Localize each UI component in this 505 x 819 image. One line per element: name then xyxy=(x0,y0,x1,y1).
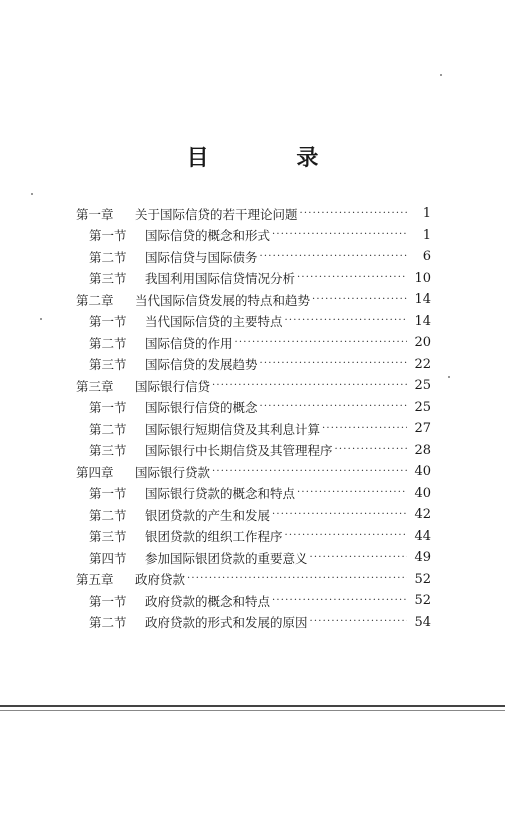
toc-leader-dots xyxy=(235,336,407,350)
toc-leader-dots xyxy=(272,228,407,242)
toc-leader-dots xyxy=(260,400,407,414)
toc-entry-page: 25 xyxy=(414,399,431,415)
toc-entry-number: 第二节 xyxy=(89,615,127,631)
table-of-contents xyxy=(76,203,431,633)
toc-section-entry xyxy=(76,590,431,612)
toc-entry-title: 国际银行贷款的概念和特点 xyxy=(145,486,296,502)
toc-leader-dots xyxy=(310,615,407,629)
toc-entry-title: 政府贷款的形式和发展的原因 xyxy=(145,615,308,631)
page-rule-bottom xyxy=(0,710,505,711)
toc-entry-number: 第二章 xyxy=(76,292,114,308)
toc-section-entry xyxy=(76,246,431,268)
toc-entry-page: 40 xyxy=(414,485,431,501)
page-rule-top xyxy=(0,705,505,707)
toc-leader-dots xyxy=(260,357,407,371)
toc-entry-title: 政府贷款的概念和特点 xyxy=(145,593,271,609)
toc-entry-number: 第二节 xyxy=(89,335,127,351)
toc-entry-page: 49 xyxy=(414,550,431,566)
toc-leader-dots xyxy=(187,572,407,586)
toc-entry-title: 国际信贷的作用 xyxy=(145,335,233,351)
toc-chapter-entry xyxy=(76,461,431,483)
toc-entry-number: 第一节 xyxy=(89,400,127,416)
toc-section-entry xyxy=(76,440,431,462)
toc-entry-number: 第三节 xyxy=(89,443,127,459)
paper-speck xyxy=(448,376,450,378)
toc-leader-dots xyxy=(212,379,407,393)
toc-entry-number: 第二节 xyxy=(89,249,127,265)
toc-section-entry xyxy=(76,612,431,634)
toc-section-entry xyxy=(76,397,431,419)
toc-entry-page: 6 xyxy=(422,249,431,265)
toc-entry-number: 第一章 xyxy=(76,206,114,222)
toc-section-entry xyxy=(76,354,431,376)
toc-entry-page: 10 xyxy=(414,270,431,286)
toc-entry-title: 国际银行信贷的概念 xyxy=(145,400,258,416)
toc-leader-dots xyxy=(212,465,407,479)
toc-entry-page: 25 xyxy=(414,378,431,394)
paper-speck xyxy=(40,318,42,320)
toc-leader-dots xyxy=(310,551,407,565)
paper-speck xyxy=(440,74,442,76)
toc-entry-title: 我国利用国际信贷情况分析 xyxy=(145,271,296,287)
toc-entry-number: 第一节 xyxy=(89,314,127,330)
toc-entry-title: 当代国际信贷发展的特点和趋势 xyxy=(135,292,311,308)
toc-entry-number: 第一节 xyxy=(89,228,127,244)
toc-entry-title: 银团贷款的产生和发展 xyxy=(145,507,271,523)
toc-entry-title: 政府贷款 xyxy=(135,572,186,588)
toc-chapter-entry xyxy=(76,203,431,225)
toc-entry-number: 第五章 xyxy=(76,572,114,588)
toc-entry-number: 第三节 xyxy=(89,357,127,373)
toc-section-entry xyxy=(76,504,431,526)
page-title: 目 录 xyxy=(186,146,359,171)
toc-entry-number: 第一节 xyxy=(89,593,127,609)
toc-entry-page: 52 xyxy=(414,571,431,587)
toc-entry-page: 28 xyxy=(414,442,431,458)
toc-entry-page: 40 xyxy=(414,464,431,480)
toc-section-entry xyxy=(76,483,431,505)
toc-section-entry xyxy=(76,225,431,247)
toc-entry-page: 27 xyxy=(414,421,431,437)
toc-chapter-entry xyxy=(76,569,431,591)
toc-entry-number: 第三节 xyxy=(89,529,127,545)
toc-entry-number: 第三节 xyxy=(89,271,127,287)
toc-entry-title: 国际信贷的概念和形式 xyxy=(145,228,271,244)
toc-entry-page: 52 xyxy=(414,593,431,609)
toc-entry-number: 第四节 xyxy=(89,550,127,566)
toc-entry-page: 22 xyxy=(414,356,431,372)
toc-entry-page: 42 xyxy=(414,507,431,523)
toc-section-entry xyxy=(76,526,431,548)
toc-entry-title: 国际银行短期信贷及其利息计算 xyxy=(145,421,321,437)
toc-leader-dots xyxy=(285,529,407,543)
toc-section-entry xyxy=(76,332,431,354)
paper-speck xyxy=(31,193,33,195)
toc-entry-title: 国际信贷的发展趋势 xyxy=(145,357,258,373)
toc-entry-page: 1 xyxy=(422,227,431,243)
toc-leader-dots xyxy=(335,443,407,457)
toc-entry-title: 国际银行贷款 xyxy=(135,464,211,480)
toc-entry-number: 第一节 xyxy=(89,486,127,502)
toc-entry-page: 20 xyxy=(414,335,431,351)
toc-chapter-entry xyxy=(76,375,431,397)
toc-leader-dots xyxy=(260,250,407,264)
toc-entry-number: 第二节 xyxy=(89,507,127,523)
toc-entry-page: 14 xyxy=(414,292,431,308)
toc-leader-dots xyxy=(322,422,407,436)
toc-section-entry xyxy=(76,547,431,569)
toc-section-entry xyxy=(76,268,431,290)
toc-entry-title: 当代国际信贷的主要特点 xyxy=(145,314,283,330)
toc-entry-number: 第四章 xyxy=(76,464,114,480)
toc-entry-title: 参加国际银团贷款的重要意义 xyxy=(145,550,308,566)
toc-entry-title: 银团贷款的组织工作程序 xyxy=(145,529,283,545)
toc-leader-dots xyxy=(312,293,407,307)
toc-section-entry xyxy=(76,418,431,440)
toc-leader-dots xyxy=(272,594,407,608)
toc-section-entry xyxy=(76,311,431,333)
toc-entry-page: 44 xyxy=(414,528,431,544)
toc-entry-page: 14 xyxy=(414,313,431,329)
toc-entry-number: 第三章 xyxy=(76,378,114,394)
toc-entry-page: 1 xyxy=(422,206,431,222)
toc-entry-title: 关于国际信贷的若干理论问题 xyxy=(135,206,298,222)
toc-entry-number: 第二节 xyxy=(89,421,127,437)
toc-leader-dots xyxy=(297,486,407,500)
toc-entry-title: 国际银行中长期信贷及其管理程序 xyxy=(145,443,333,459)
toc-entry-title: 国际信贷与国际债务 xyxy=(145,249,258,265)
toc-entry-title: 国际银行信贷 xyxy=(135,378,211,394)
toc-leader-dots xyxy=(300,207,407,221)
toc-chapter-entry xyxy=(76,289,431,311)
toc-entry-page: 54 xyxy=(414,614,431,630)
toc-leader-dots xyxy=(285,314,407,328)
toc-leader-dots xyxy=(272,508,407,522)
toc-leader-dots xyxy=(297,271,407,285)
